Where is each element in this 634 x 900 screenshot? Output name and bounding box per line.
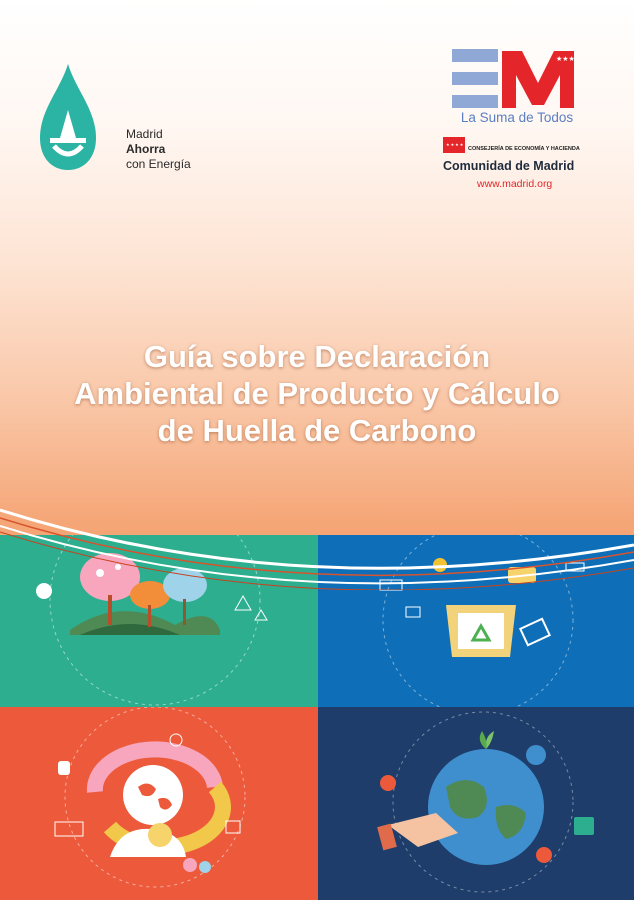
decorative-swoosh-icon (0, 480, 634, 590)
em-logo-icon (452, 47, 582, 111)
brand-name (126, 127, 191, 172)
region-flag-icon: ★★★★ (443, 137, 465, 153)
page-title (0, 338, 634, 449)
brand-line-3: con Energía (126, 157, 191, 171)
panel-planet-care (318, 707, 634, 900)
brand-line-1: Madrid (126, 127, 163, 141)
ministry-name: CONSEJERÍA DE ECONOMÍA Y HACIENDA (468, 146, 580, 152)
title-line-3: de Huella de Carbono (157, 413, 477, 448)
tagline: La Suma de Todos (460, 110, 574, 125)
title-line-2: Ambiental de Producto y Cálculo (74, 376, 560, 411)
region-name: Comunidad de Madrid (443, 159, 575, 173)
brand-line-2: Ahorra (126, 142, 166, 156)
planet-care-illustration-icon (318, 707, 634, 900)
panel-energy-cycle (0, 707, 318, 900)
svg-text:★★★: ★★★ (556, 56, 575, 63)
energy-cycle-illustration-icon (0, 707, 318, 900)
title-line-1: Guía sobre Declaración (143, 339, 491, 374)
region-url: www.madrid.org (477, 178, 553, 190)
